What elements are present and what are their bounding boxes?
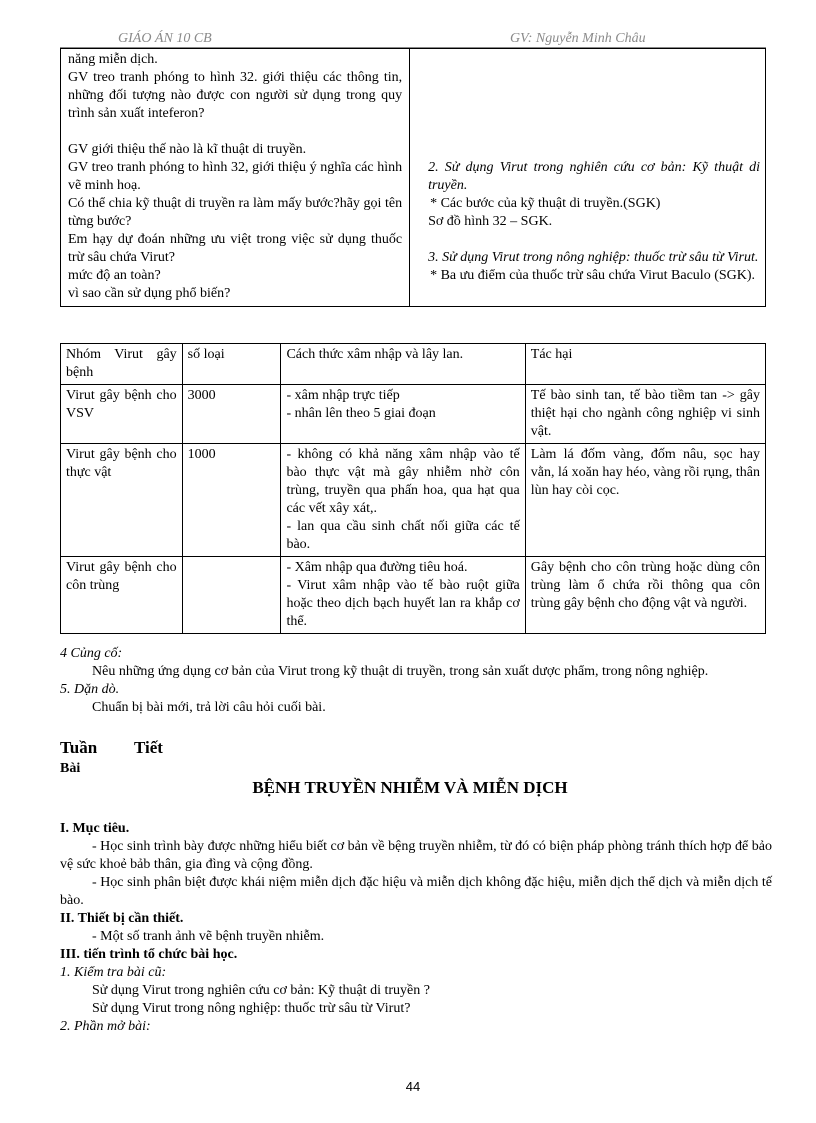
process-heading: III. tiến trình tổ chức bài học. — [60, 947, 238, 962]
cell-group: Virut gây bệnh cho VSV — [61, 385, 183, 444]
cell-method — [281, 385, 525, 444]
content-spacer — [428, 51, 760, 159]
lesson-title: BỆNH TRUYỀN NHIỄM VÀ MIỄN DỊCH — [252, 778, 568, 797]
consolidation-heading: 4 Củng cố: — [60, 646, 123, 661]
activity-line: mức độ an toàn? — [68, 268, 161, 283]
cell-count: 1000 — [182, 444, 281, 557]
activity-line: Em hạy dự đoán những ưu việt trong việc sử dụng thuốc trừ sâu chứa Virut? — [68, 232, 403, 265]
item2-line: * Các bước của kỹ thuật di truyền.(SGK) — [430, 196, 661, 211]
equipment-heading: II. Thiết bị cần thiết. — [60, 911, 184, 926]
activity-content-column — [410, 49, 766, 307]
cell-harm: Làm lá đốm vàng, đốm nâu, sọc hay vằn, lá xoăn hay héo, vàng rồi rụng, thân lùn hay còi cọc. — [525, 444, 765, 557]
activity-teacher-column — [61, 49, 410, 307]
cell-group: Virut gây bệnh cho thực vật — [61, 444, 183, 557]
consolidation-text: Nêu những ứng dụng cơ bản của Virut trong kỹ thuật di truyền, trong sản xuất dược phẩm, trong nông nghiệp. — [92, 664, 709, 679]
cell-harm: Gây bệnh cho côn trùng hoặc dùng côn trùng làm ổ chứa rồi thông qua côn trùng gây bệnh cho động vật và người. — [525, 557, 765, 634]
method-line: - nhân lên theo 5 giai đoạn — [286, 406, 436, 421]
activity-table — [60, 48, 766, 307]
review-question: Sử dụng Virut trong nông nghiệp: thuốc trừ sâu từ Virut? — [92, 1001, 411, 1016]
item3-title: 3. Sử dụng Virut trong nông nghiệp: thuốc trừ sâu từ Virut. — [428, 250, 759, 265]
homework-heading: 5. Dặn dò. — [60, 682, 120, 697]
homework-text: Chuẩn bị bài mới, trả lời câu hỏi cuối bài. — [92, 700, 326, 715]
objective-item: - Học sinh phân biệt được khái niệm miễn dịch đặc hiệu và miễn dịch không đặc hiệu, miễn dịch thể dịch và miễn dịch tế bào. — [60, 875, 772, 908]
table-header-row — [61, 344, 766, 385]
header-teacher: GV: Nguyễn Minh Châu — [510, 31, 646, 46]
header-cell-harm: Tác hại — [525, 344, 765, 385]
item2-line: Sơ đồ hình 32 – SGK. — [428, 214, 553, 229]
cell-count — [182, 557, 281, 634]
table-row — [61, 385, 766, 444]
cell-harm: Tế bào sinh tan, tế bào tiềm tan -> gây thiệt hại cho ngành công nghiệp vi sinh vật. — [525, 385, 765, 444]
activity-line: GV treo tranh phóng to hình 32. giới thiệu các thông tin, những đối tượng nào được con người sử dụng trong quy trình sản xuất inteferon? — [68, 70, 403, 121]
header-cell-count: số loại — [182, 344, 281, 385]
header-course: GIÁO ÁN 10 CB — [118, 31, 212, 46]
method-line: - lan qua cầu sinh chất nối giữa các tế bào. — [286, 519, 520, 552]
item2-title: 2. Sử dụng Virut trong nghiên cứu cơ bản: Kỹ thuật di truyền. — [428, 160, 760, 193]
activity-line: GV treo tranh phóng to hình 32, giới thiệu ý nghĩa các hình vẽ minh hoạ. — [68, 160, 403, 193]
item3-line: * Ba ưu điểm của thuốc trừ sâu chứa Virut Baculo (SGK). — [430, 268, 756, 283]
activity-line: GV giới thiệu thế nào là kĩ thuật di truyền. — [68, 142, 307, 157]
method-line: - không có khả năng xâm nhập vào tế bào thực vật mà gây nhiễm nhờ côn trùng, truyền qua phấn hoa, qua hạt qua các vết xây xát,. — [286, 447, 520, 516]
cell-count: 3000 — [182, 385, 281, 444]
content-spacer — [428, 231, 760, 249]
lesson-body — [60, 820, 772, 1036]
table-row — [61, 557, 766, 634]
cell-group: Virut gây bệnh cho côn trùng — [61, 557, 183, 634]
consolidation-section — [60, 645, 772, 717]
method-line: - xâm nhập trực tiếp — [286, 388, 400, 403]
page-number: 44 — [405, 1079, 421, 1094]
process-sub2: 2. Phần mở bài: — [60, 1019, 151, 1034]
lesson-label: Bài — [60, 761, 81, 776]
objective-item: - Học sinh trình bày được những hiểu biết cơ bản về bệng truyền nhiễm, từ đó có biện pháp phòng tránh thích hợp để bảo vệ sức khoẻ bảb thân, gia đìng và cộng đồng. — [60, 839, 772, 872]
equipment-item: - Một số tranh ảnh vẽ bệnh truyền nhiễm. — [92, 929, 325, 944]
objectives-heading: I. Mục tiêu. — [60, 821, 130, 836]
review-question: Sử dụng Virut trong nghiên cứu cơ bản: Kỹ thuật di truyền ? — [92, 983, 430, 998]
activity-spacer — [68, 123, 402, 141]
header-cell-method: Cách thức xâm nhập và lây lan. — [281, 344, 525, 385]
cell-method — [281, 557, 525, 634]
method-line: - Virut xâm nhập vào tế bào ruột giữa hoặc theo dịch bạch huyết lan ra khắp cơ thể. — [286, 578, 520, 629]
process-sub1: 1. Kiểm tra bài cũ: — [60, 965, 167, 980]
week-label: Tuần — [60, 738, 98, 757]
activity-line: vì sao cần sử dụng phổ biến? — [68, 286, 231, 301]
activity-line: năng miễn dịch. — [68, 52, 158, 67]
activity-line: Có thể chia kỹ thuật di truyền ra làm mấy bước?hãy gọi tên từng bước? — [68, 196, 403, 229]
cell-method — [281, 444, 525, 557]
method-line: - Xâm nhập qua đường tiêu hoá. — [286, 560, 468, 575]
table-row — [61, 444, 766, 557]
header-cell-group: Nhóm Virut gây bệnh — [61, 344, 183, 385]
period-label: Tiết — [134, 738, 163, 757]
virus-table — [60, 343, 766, 634]
page-header — [60, 31, 766, 48]
